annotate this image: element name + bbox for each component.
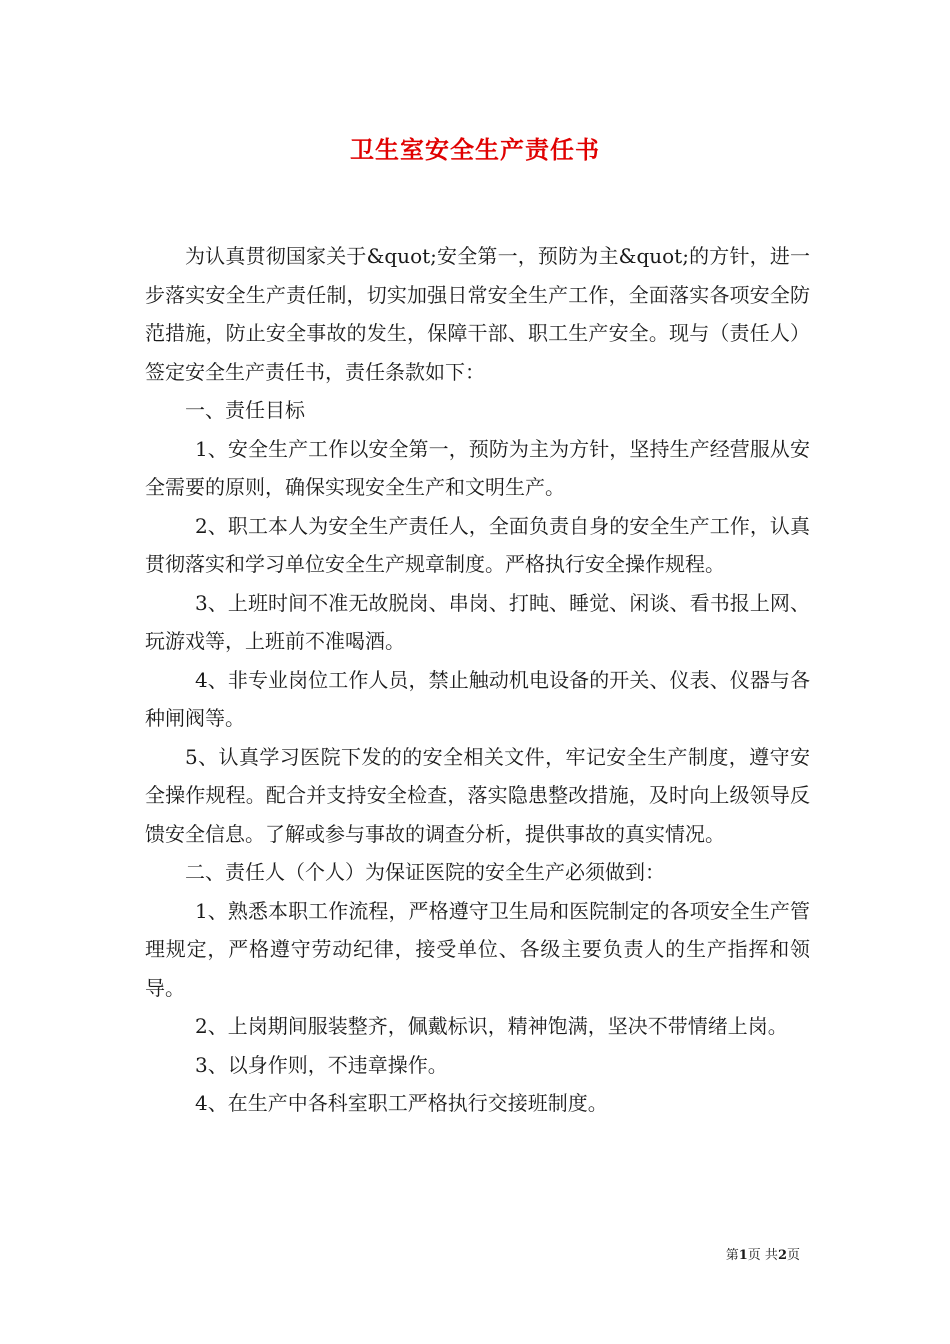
intro-paragraph: 为认真贯彻国家关于&quot;安全第一，预防为主&quot;的方针，进一步落实安全生产责任制，切实加强日常安全生产工作，全面落实各项安全防范措施，防止安全事故的发生，保障干部、职工生产安全。现与（责任人）签定安全生产责任书，责任条款如下： <box>145 244 810 384</box>
section-heading-2: 二、责任人（个人）为保证医院的安全生产必须做到： <box>185 860 665 884</box>
footer-mid: 页 共 <box>747 1248 778 1263</box>
footer-current-page: 1 <box>738 1248 748 1263</box>
clause-paragraph: 4、非专业岗位工作人员，禁止触动机电设备的开关、仪表、仪器与各种闸阀等。 <box>145 667 810 730</box>
document-body <box>145 237 810 1123</box>
footer-total-pages: 2 <box>777 1248 787 1263</box>
clause-paragraph: 3、以身作则，不违章操作。 <box>195 1052 448 1077</box>
document-title: 卫生室安全生产责任书 <box>350 135 600 164</box>
clause-paragraph: 5、认真学习医院下发的的安全相关文件，牢记安全生产制度，遵守安全操作规程。配合并支持安全检查，落实隐患整改措施，及时向上级领导反馈安全信息。了解或参与事故的调查分析，提供事故的真实情况。 <box>145 744 810 846</box>
clause-paragraph: 4、在生产中各科室职工严格执行交接班制度。 <box>195 1091 608 1115</box>
page-footer <box>726 1247 800 1265</box>
clause-paragraph: 1、熟悉本职工作流程，严格遵守卫生局和医院制定的各项安全生产管理规定，严格遵守劳动纪律，接受单位、各级主要负责人的生产指挥和领导。 <box>145 898 810 1000</box>
footer-prefix: 第 <box>725 1248 739 1263</box>
clause-paragraph: 3、上班时间不准无故脱岗、串岗、打盹、睡觉、闲谈、看书报上网、玩游戏等，上班前不准喝酒。 <box>145 590 810 653</box>
clause-paragraph: 2、上岗期间服装整齐，佩戴标识，精神饱满，坚决不带情绪上岗。 <box>195 1014 788 1038</box>
clause-paragraph: 1、安全生产工作以安全第一，预防为主为方针，坚持生产经营服从安全需要的原则，确保实现安全生产和文明生产。 <box>145 436 810 499</box>
footer-suffix: 页 <box>786 1248 800 1263</box>
section-heading-1: 一、责任目标 <box>185 398 305 422</box>
clause-paragraph: 2、职工本人为安全生产责任人，全面负责自身的安全生产工作，认真贯彻落实和学习单位安全生产规章制度。严格执行安全操作规程。 <box>145 513 810 576</box>
